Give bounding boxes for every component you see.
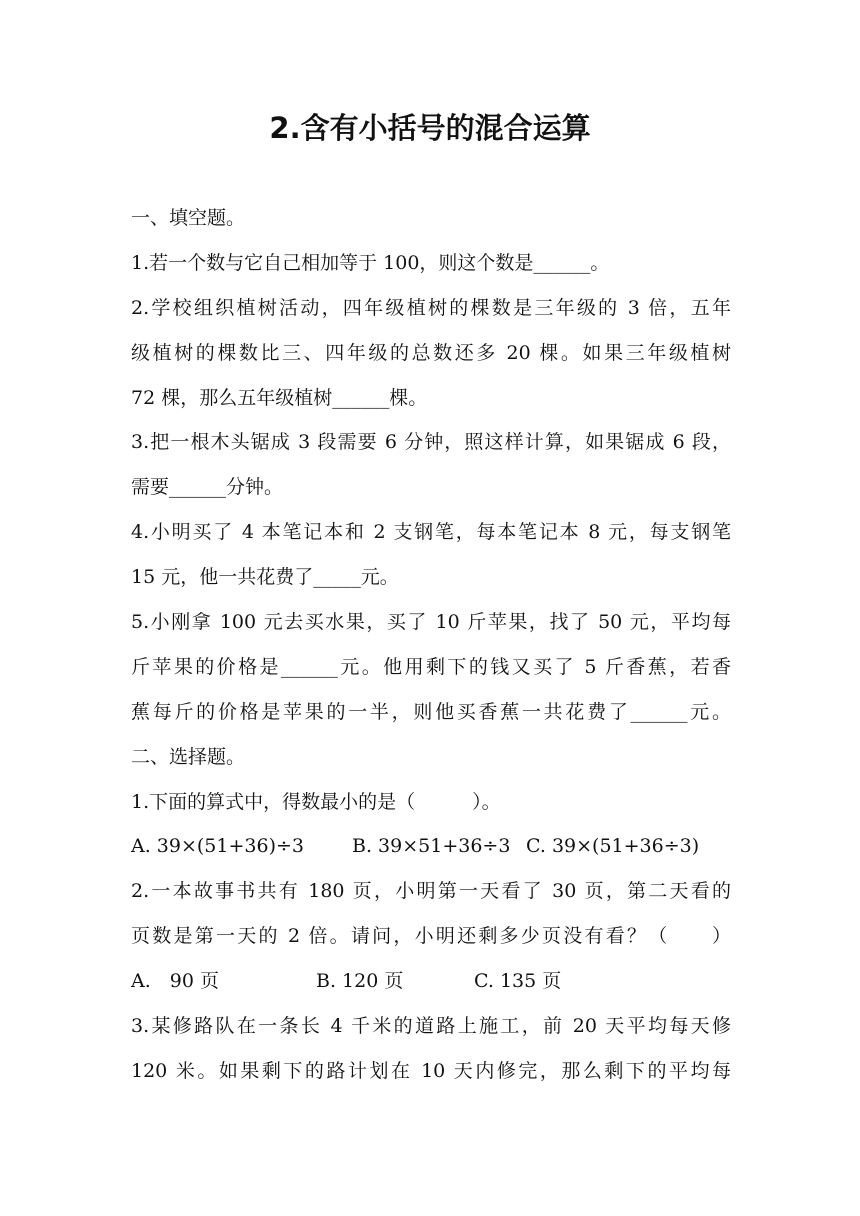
question-5-line-2: 斤苹果的价格是______元。他用剩下的钱又买了 5 斤香蕉，若香 <box>131 655 731 678</box>
choice-2-option-a: A. 90 页 <box>131 970 219 993</box>
choice-2-line-2: 页数是第一天的 2 倍。请问，小明还剩多少页没有看？（ ） <box>131 925 731 948</box>
question-5-line-1: 5.小刚拿 100 元去买水果，买了 10 斤苹果，找了 50 元，平均每 <box>131 611 731 634</box>
question-2-line-2: 级植树的棵数比三、四年级的总数还多 20 棵。如果三年级植树 <box>131 341 731 364</box>
choice-3-line-1: 3.某修路队在一条长 4 千米的道路上施工，前 20 天平均每天修 <box>131 1015 731 1038</box>
question-3-line-1: 3.把一根木头锯成 3 段需要 6 分钟，照这样计算，如果锯成 6 段， <box>131 431 731 454</box>
question-2-line-3: 72 棵，那么五年级植树______棵。 <box>131 386 428 409</box>
choice-1-stem: 1.下面的算式中，得数最小的是（ ）。 <box>131 790 501 813</box>
page-title: 2.含有小括号的混合运算 <box>269 111 591 145</box>
question-5-line-3: 蕉每斤的价格是苹果的一半，则他买香蕉一共花费了______元。 <box>131 700 731 723</box>
section-heading-choice: 二、选择题。 <box>131 745 246 768</box>
section-heading-fill-in: 一、填空题。 <box>131 207 246 229</box>
choice-2-option-c: C. 135 页 <box>474 970 562 993</box>
choice-3-line-2: 120 米。如果剩下的路计划在 10 天内修完，那么剩下的平均每 <box>131 1059 731 1082</box>
choice-1-option-a: A. 39×(51+36)÷3 <box>131 835 305 858</box>
choice-1-options <box>131 824 731 869</box>
question-2-line-1: 2.学校组织植树活动，四年级植树的棵数是三年级的 3 倍，五年 <box>131 296 731 319</box>
choice-1-option-b: B. 39×51+36÷3 <box>352 835 511 858</box>
worksheet-content <box>131 196 731 1094</box>
question-4-line-2: 15 元，他一共花费了_____元。 <box>131 566 399 589</box>
choice-2-option-b: B. 120 页 <box>316 970 404 993</box>
choice-2-options <box>131 959 731 1004</box>
question-3-line-2: 需要______分钟。 <box>131 476 284 499</box>
question-1-line-1: 1.若一个数与它自己相加等于 100，则这个数是______。 <box>131 251 610 274</box>
question-4-line-1: 4.小明买了 4 本笔记本和 2 支钢笔，每本笔记本 8 元，每支钢笔 <box>131 521 731 544</box>
choice-1-option-c: C. 39×(51+36÷3) <box>526 835 700 858</box>
choice-2-line-1: 2.一本故事书共有 180 页，小明第一天看了 30 页，第二天看的 <box>131 880 731 903</box>
